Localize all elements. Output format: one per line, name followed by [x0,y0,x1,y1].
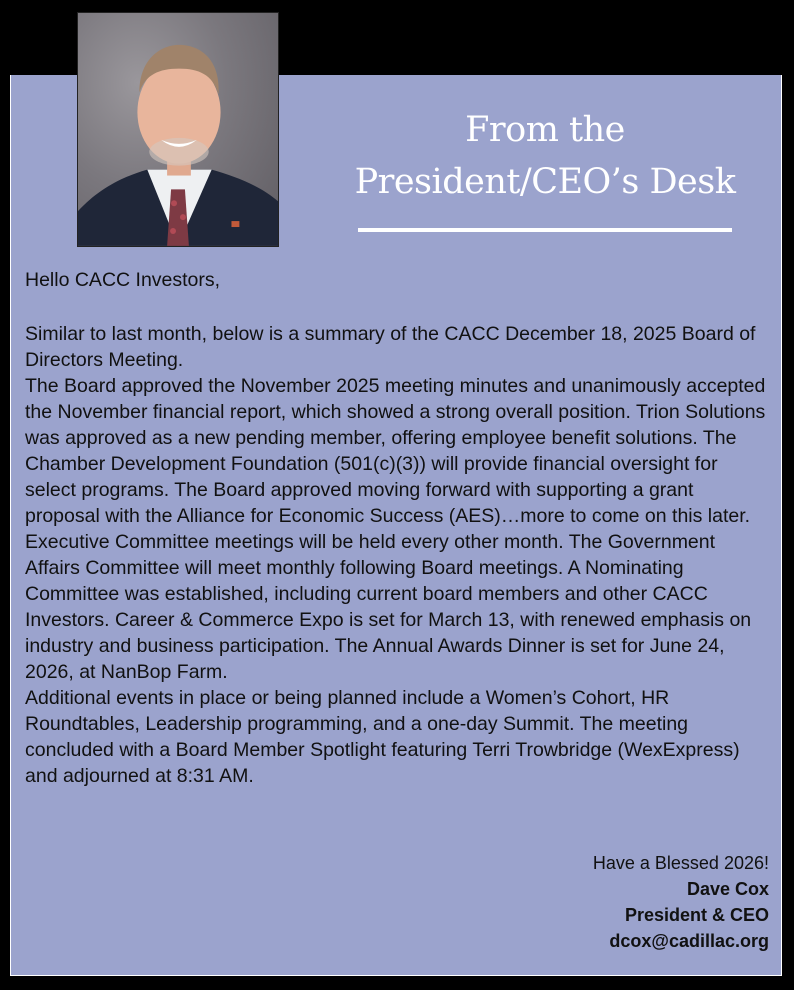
page-title [330,104,760,208]
paragraph-board-actions: The Board approved the November 2025 meeting minutes and unanimously accepted the November financial report, which showed a strong overall position. Trion Solutions was approved as a new pending member, offering employee benefit solutions. The Chamber Development Foundation (501(c)(3)) will provide financial oversight for select programs. The Board approved moving forward with supporting a grant proposal with the Alliance for Economic Success (AES)…more to come on this later. [25,375,766,527]
signature-block [593,850,769,954]
letter-body [25,265,770,789]
signer-email-link[interactable]: dcox@cadillac.org [609,931,769,951]
title-line-1: From the [465,110,625,150]
signer-role: President & CEO [624,905,769,925]
greeting: Hello CACC Investors, [25,269,221,291]
portrait-illustration [78,13,278,246]
paragraph-additional-events: Additional events in place or being planned include a Women’s Cohort, HR Roundtables, Leadership programming, and a one-day Summit. The meeting concluded with a Board Member Spotlight featuring Terri Trowbridge (WexExpress) and adjourned at 8:31 AM. [25,687,740,787]
paragraph-committees-events: Executive Committee meetings will be held every other month. The Government Affairs Committee will meet monthly following Board meetings. A Nominating Committee was established, including current board members and other CACC Investors. Career & Commerce Expo is set for March 13, with renewed emphasis on industry and business participation. The Annual Awards Dinner is set for June 24, 2026, at NanBop Farm. [25,531,752,683]
closing-line: Have a Blessed 2026! [592,853,769,873]
title-line-2: President/CEO’s Desk [354,162,736,202]
signer-name: Dave Cox [686,879,769,899]
paragraph-intro: Similar to last month, below is a summary of the CACC December 18, 2025 Board of Directors Meeting. [25,323,756,371]
ceo-portrait-photo [77,12,279,247]
title-divider [358,228,732,232]
